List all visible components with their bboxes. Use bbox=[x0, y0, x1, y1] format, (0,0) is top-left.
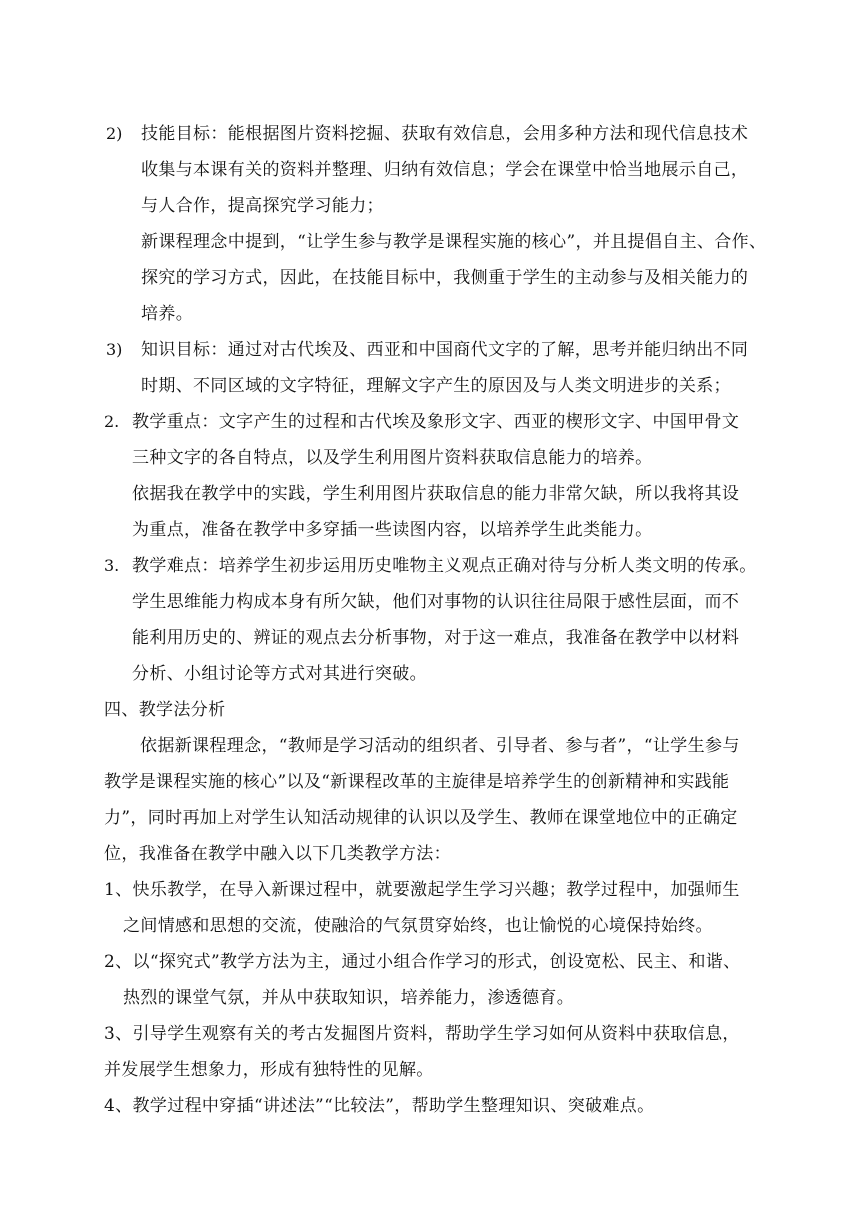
paragraph-line: 之间情感和思想的交流，使融洽的气氛贯穿始终，也让愉悦的心境保持始终。 bbox=[123, 916, 713, 936]
paragraph-line: 时期、不同区域的文字特征，理解文字产生的原因及与人类文明进步的关系； bbox=[141, 376, 731, 396]
paragraph-line: 能利用历史的、辨证的观点去分析事物，对于这一难点，我准备在教学中以材料 bbox=[132, 628, 740, 648]
paragraph-line: 新课程理念中提到，“让学生参与教学是课程实施的核心”，并且提倡自主、合作、 bbox=[141, 232, 767, 252]
paragraph-line: 4、教学过程中穿插“讲述法”“比较法”，帮助学生整理知识、突破难点。 bbox=[104, 1096, 655, 1116]
paragraph-line: 教学难点：培养学生初步运用历史唯物主义观点正确对待与分析人类文明的传承。 bbox=[132, 556, 757, 576]
paragraph-line: 1、快乐教学，在导入新课过程中，就要激起学生学习兴趣；教学过程中，加强师生 bbox=[104, 880, 740, 900]
item-number: 3) bbox=[106, 340, 123, 359]
paragraph-line: 力”，同时再加上对学生认知活动规律的认识以及学生、教师在课堂地位中的正确定 bbox=[104, 808, 738, 828]
paragraph-line: 3、引导学生观察有关的考古发掘图片资料，帮助学生学习如何从资料中获取信息， bbox=[104, 1024, 740, 1044]
paragraph-line: 学生思维能力构成本身有所欠缺，他们对事物的认识往往局限于感性层面，而不 bbox=[132, 592, 740, 612]
paragraph-line: 依据新课程理念，“教师是学习活动的组织者、引导者、参与者”，“让学生参与 bbox=[140, 736, 740, 756]
paragraph-line: 教学是课程实施的核心”以及“新课程改革的主旋律是培养学生的创新精神和实践能 bbox=[104, 772, 730, 792]
paragraph-line: 探究的学习方式，因此，在技能目标中，我侧重于学生的主动参与及相关能力的 bbox=[141, 268, 749, 288]
paragraph-line: 与人合作，提高探究学习能力； bbox=[141, 196, 384, 216]
item-number: 2. bbox=[104, 412, 120, 431]
paragraph-line: 教学重点：文字产生的过程和古代埃及象形文字、西亚的楔形文字、中国甲骨文 bbox=[132, 412, 740, 432]
section-heading: 四、教学法分析 bbox=[104, 700, 226, 720]
paragraph-line: 分析、小组讨论等方式对其进行突破。 bbox=[132, 664, 427, 684]
paragraph-line: 技能目标：能根据图片资料挖掘、获取有效信息，会用多种方法和现代信息技术 bbox=[141, 124, 749, 144]
item-number: 2) bbox=[106, 124, 123, 143]
paragraph-line: 热烈的课堂气氛，并从中获取知识，培养能力，渗透德育。 bbox=[123, 988, 575, 1008]
paragraph-line: 并发展学生想象力，形成有独特性的见解。 bbox=[104, 1060, 434, 1080]
paragraph-line: 培养。 bbox=[141, 304, 194, 324]
item-number: 3. bbox=[104, 556, 120, 575]
paragraph-line: 收集与本课有关的资料并整理、归纳有效信息；学会在课堂中恰当地展示自己， bbox=[141, 160, 749, 180]
paragraph-line: 依据我在教学中的实践，学生利用图片获取信息的能力非常欠缺，所以我将其设 bbox=[132, 484, 740, 504]
paragraph-line: 知识目标：通过对古代埃及、西亚和中国商代文字的了解，思考并能归纳出不同 bbox=[141, 340, 749, 360]
paragraph-line: 2、以“探究式”教学方法为主，通过小组合作学习的形式，创设宽松、民主、和谐、 bbox=[104, 952, 741, 972]
paragraph-line: 三种文字的各自特点，以及学生利用图片资料获取信息能力的培养。 bbox=[132, 448, 653, 468]
paragraph-line: 为重点，准备在教学中多穿插一些读图内容，以培养学生此类能力。 bbox=[132, 520, 653, 540]
paragraph-line: 位，我准备在教学中融入以下几类教学方法： bbox=[104, 844, 451, 864]
